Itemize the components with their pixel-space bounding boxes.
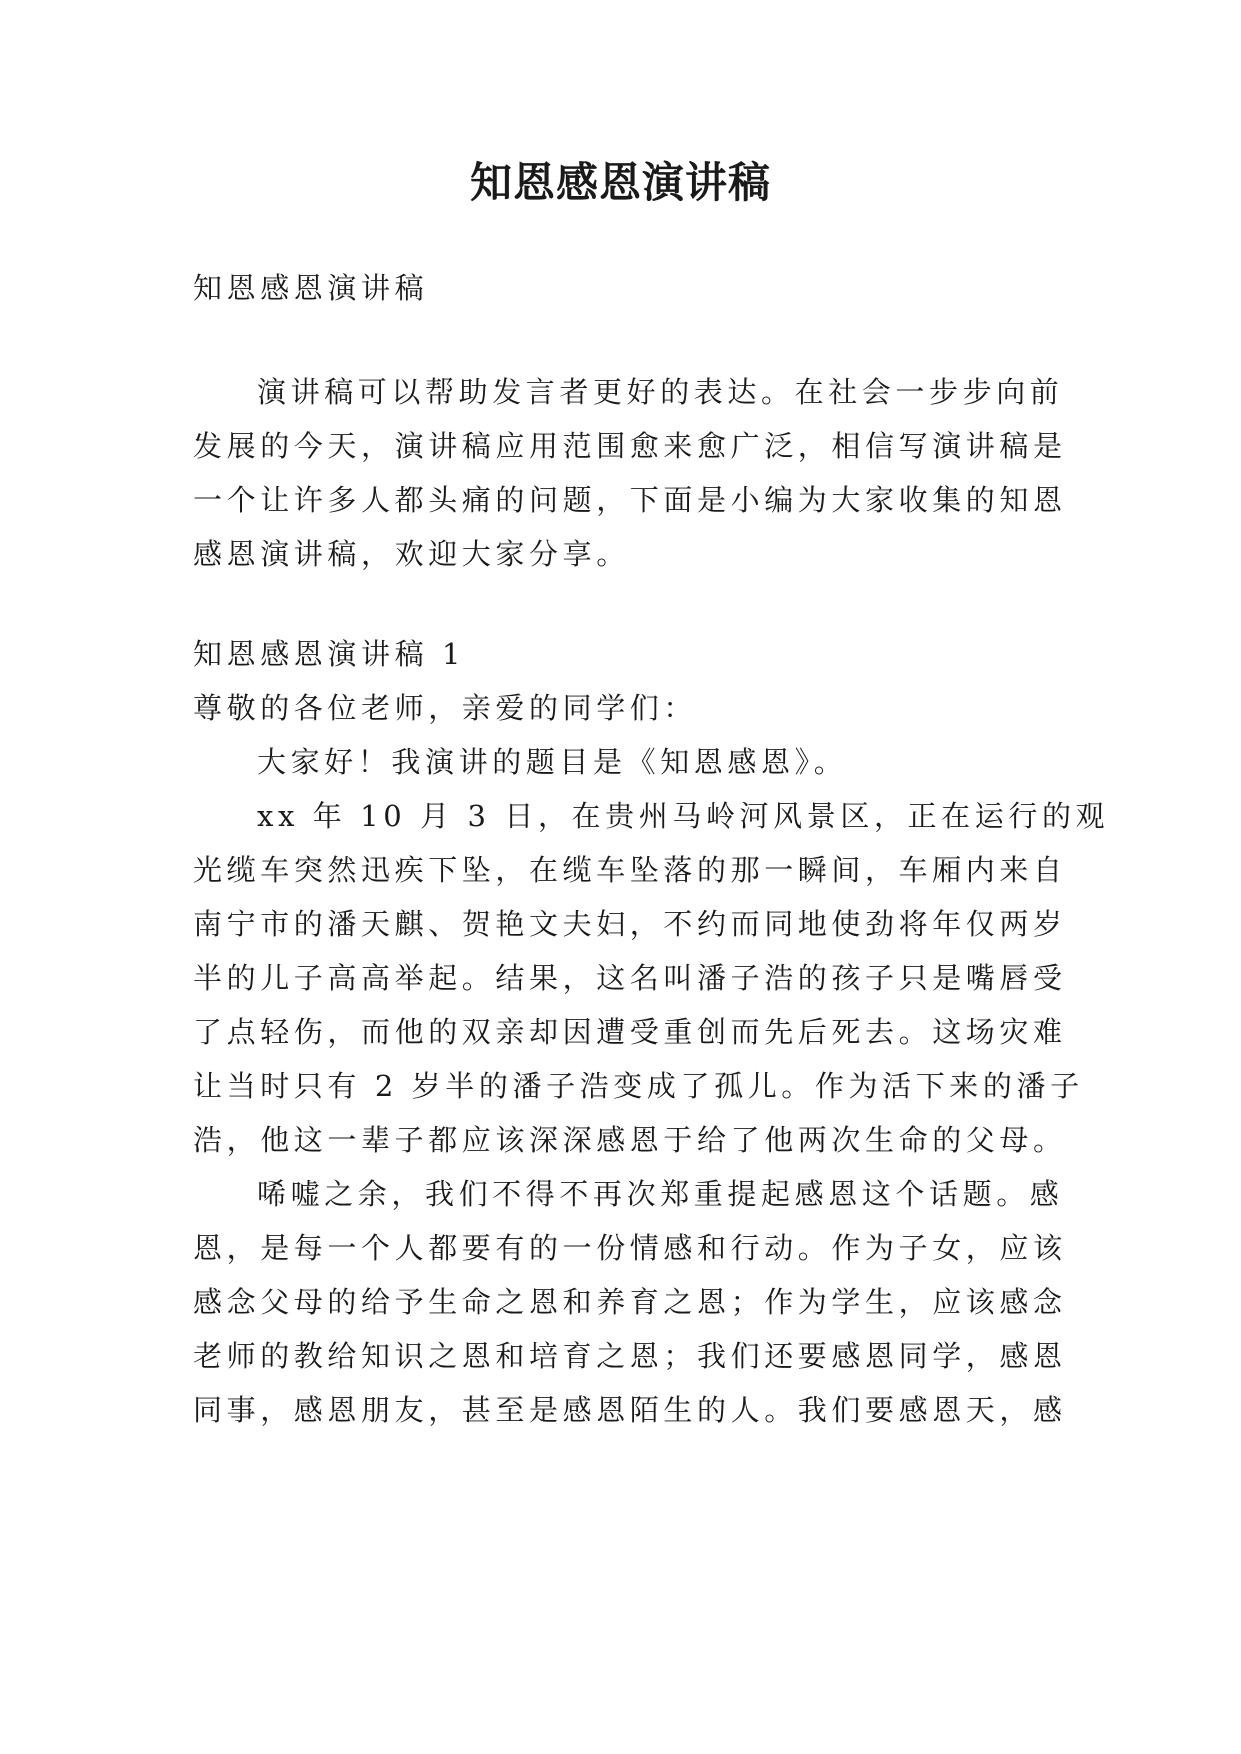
paragraph-line: 半的儿子高高举起。结果，这名叫潘子浩的孩子只是嘴唇受 [193,961,1067,995]
paragraph-line: 同事，感恩朋友，甚至是感恩陌生的人。我们要感恩天，感 [193,1393,1067,1427]
paragraph-line: 浩，他这一辈子都应该深深感恩于给了他两次生命的父母。 [193,1123,1067,1157]
salutation: 尊敬的各位老师，亲爱的同学们： [193,691,698,725]
paragraph-line: 了点轻伤，而他的双亲却因遭受重创而先后死去。这场灾难 [193,1015,1067,1049]
paragraph-line: xx 年 10 月 3 日，在贵州马岭河风景区，正在运行的观 [257,799,1110,833]
intro-line: 感恩演讲稿，欢迎大家分享。 [193,537,630,571]
paragraph-line: 老师的教给知识之恩和培育之恩；我们还要感恩同学，感恩 [193,1339,1067,1373]
paragraph-line: 感念父母的给予生命之恩和养育之恩；作为学生，应该感念 [193,1285,1067,1319]
document-title: 知恩感恩演讲稿 [469,158,771,207]
section-heading: 知恩感恩演讲稿 1 [193,637,466,671]
paragraph-line: 光缆车突然迅疾下坠，在缆车坠落的那一瞬间，车厢内来自 [193,853,1067,887]
intro-line: 发展的今天，演讲稿应用范围愈来愈广泛，相信写演讲稿是 [193,429,1067,463]
subtitle: 知恩感恩演讲稿 [193,271,429,305]
intro-line: 演讲稿可以帮助发言者更好的表达。在社会一步步向前 [257,375,1064,409]
paragraph-line: 唏嘘之余，我们不得不再次郑重提起感恩这个话题。感 [257,1177,1064,1211]
greeting: 大家好！我演讲的题目是《知恩感恩》。 [257,745,848,779]
paragraph-line: 让当时只有 2 岁半的潘子浩变成了孤儿。作为活下来的潘子 [193,1069,1084,1103]
paragraph-line: 恩，是每一个人都要有的一份情感和行动。作为子女，应该 [193,1231,1067,1265]
paragraph-line: 南宁市的潘天麒、贺艳文夫妇，不约而同地使劲将年仅两岁 [193,907,1067,941]
intro-line: 一个让许多人都头痛的问题，下面是小编为大家收集的知恩 [193,483,1067,517]
